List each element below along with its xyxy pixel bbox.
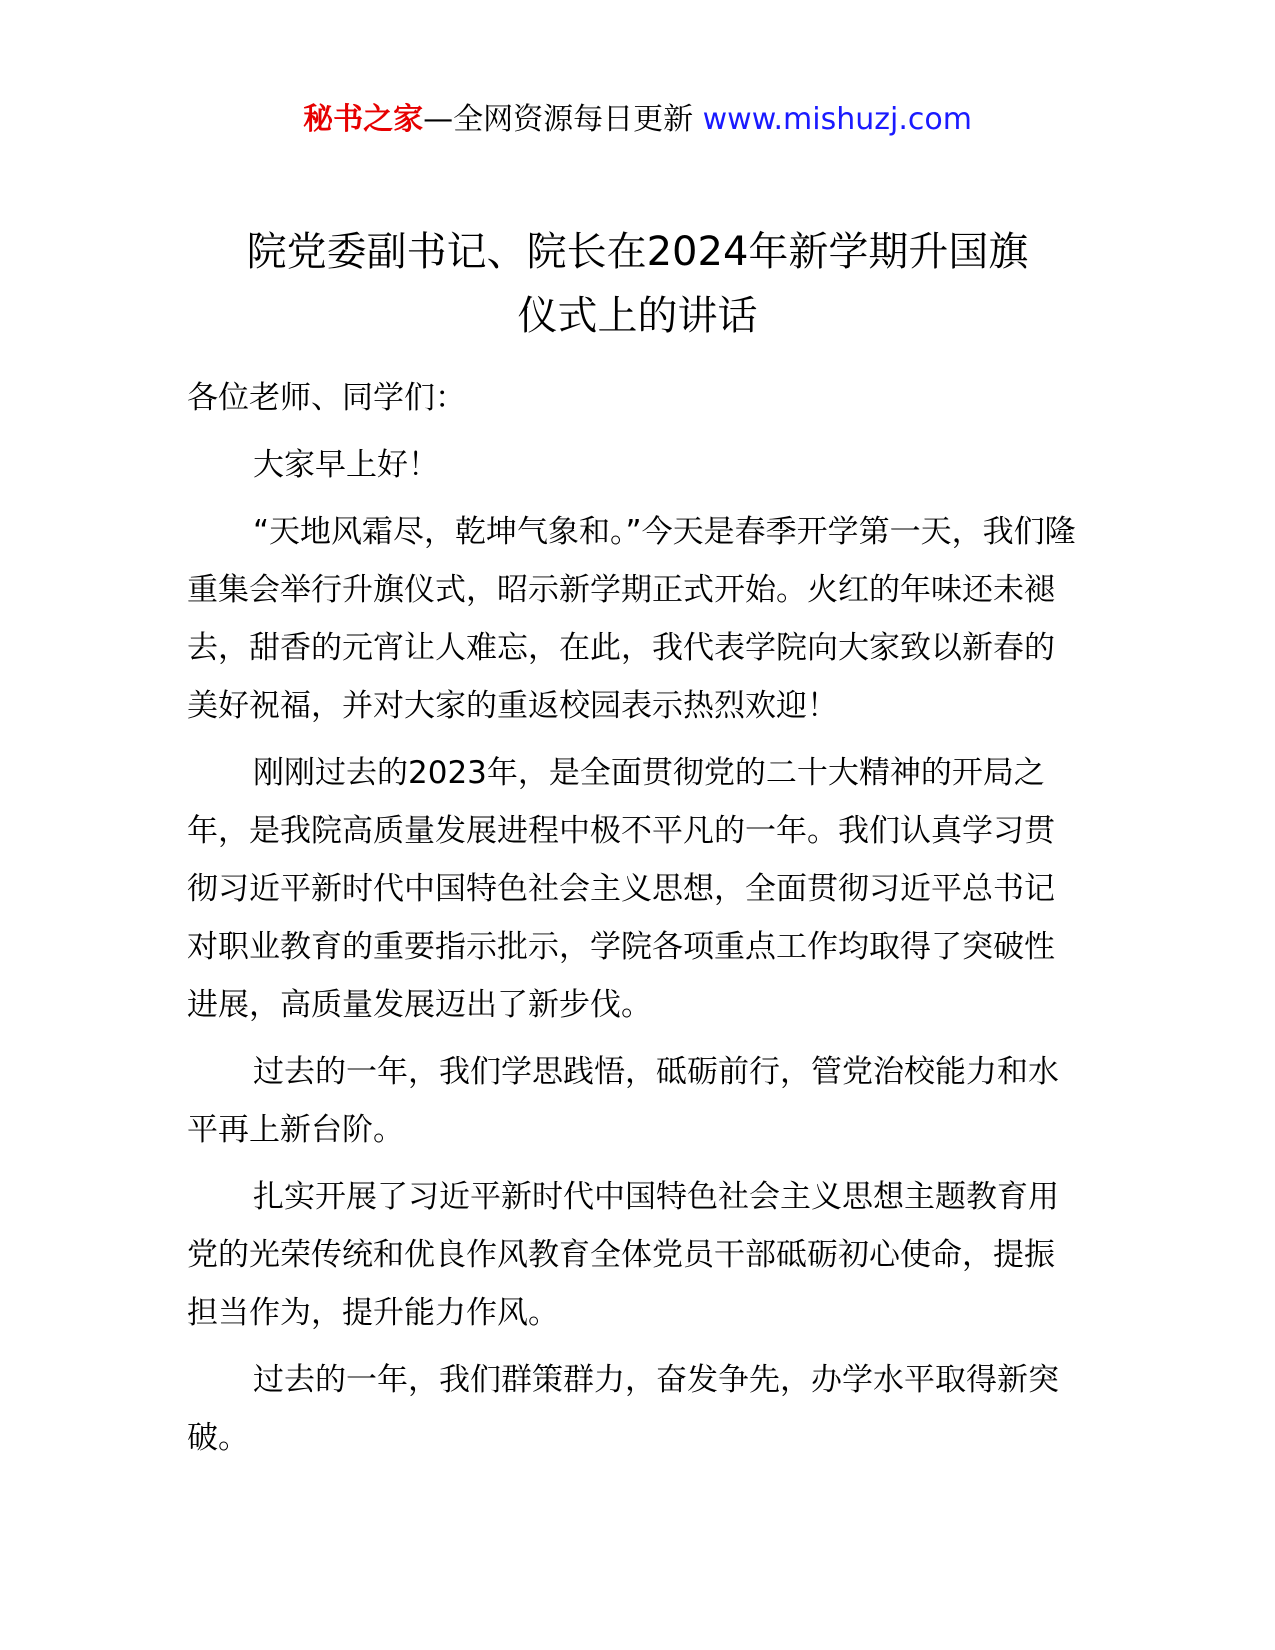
- title-line-2: 仪式上的讲话: [517, 293, 758, 339]
- paragraph: 过去的一年，我们群策群力，奋发争先，办学水平取得新突破。: [187, 1362, 1059, 1456]
- brand-name: 秘书之家: [303, 102, 424, 137]
- site-header: [0, 98, 1275, 142]
- header-tagline: —全网资源每日更新: [423, 102, 694, 137]
- paragraph: 刚刚过去的2023年，是全面贯彻党的二十大精神的开局之年，是我院高质量发展进程中极不平凡的一年。我们认真学习贯彻习近平新时代中国特色社会主义思想，全面贯彻习近平总书记对职业教育的重要指示批示，学院各项重点工作均取得了突破性进展，高质量发展迈出了新步伐。: [187, 755, 1055, 1023]
- paragraph: “天地风霜尽，乾坤气象和。”今天是春季开学第一天，我们隆重集会举行升旗仪式，昭示新学期正式开始。火红的年味还未褪去，甜香的元宵让人难忘，在此，我代表学院向大家致以新春的美好祝福，并对大家的重返校园表示热烈欢迎！: [187, 514, 1076, 724]
- paragraph: 扎实开展了习近平新时代中国特色社会主义思想主题教育用党的光荣传统和优良作风教育全体党员干部砥砺初心使命，提振担当作为，提升能力作风。: [187, 1179, 1059, 1331]
- paragraph: 大家早上好！: [253, 447, 439, 483]
- title-line-1: 院党委副书记、院长在2024年新学期升国旗: [246, 229, 1029, 275]
- document-body: [187, 369, 1082, 1476]
- salutation: 各位老师、同学们：: [187, 380, 466, 416]
- site-url-link[interactable]: www.mishuzj.com: [702, 102, 972, 137]
- paragraph: 过去的一年，我们学思践悟，砥砺前行，管党治校能力和水平再上新台阶。: [187, 1054, 1059, 1148]
- document-title: [190, 220, 1085, 348]
